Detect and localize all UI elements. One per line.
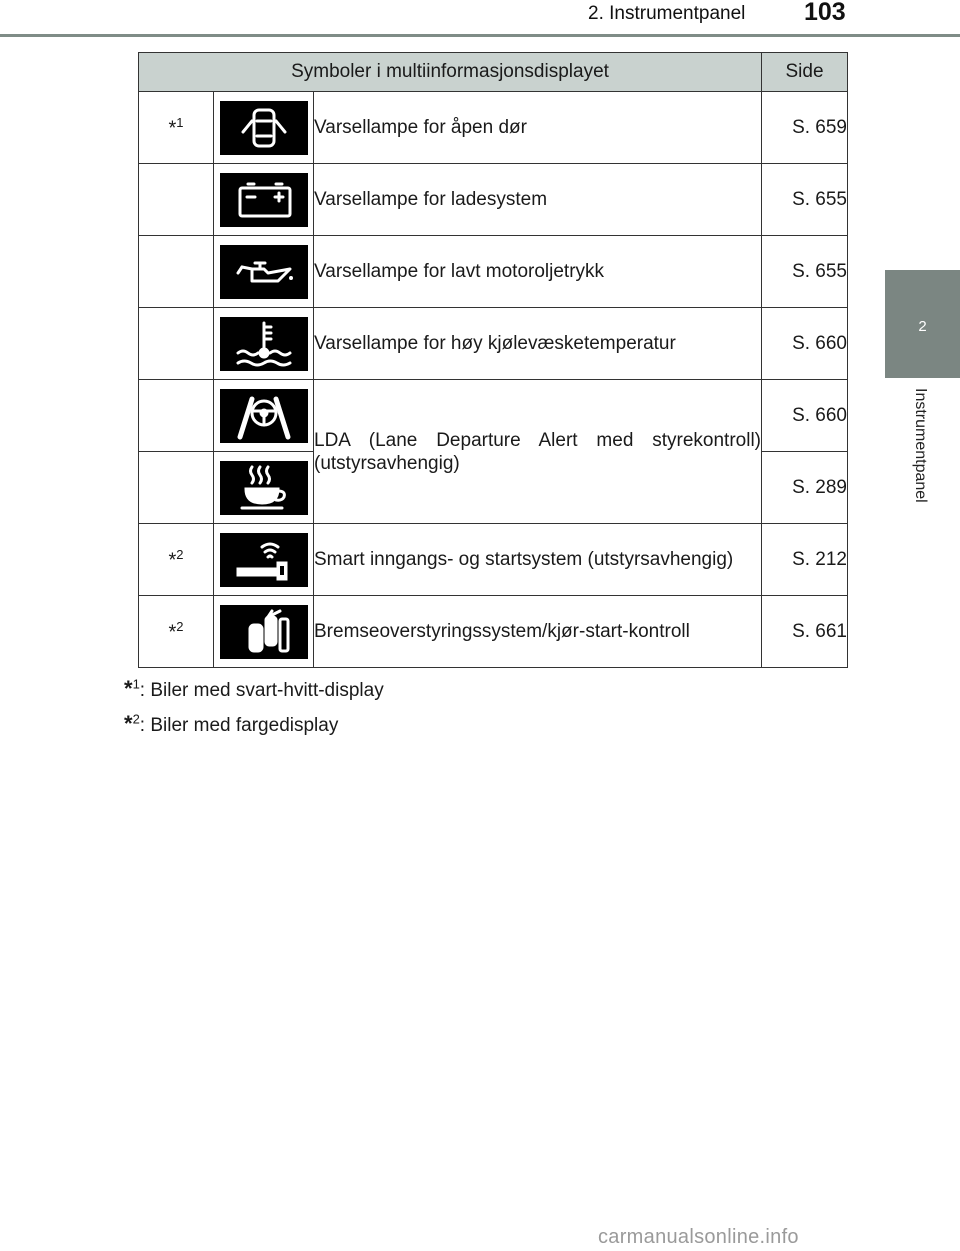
page-reference[interactable]: S. 660 <box>762 380 848 452</box>
section-title: 2. Instrumentpanel <box>588 3 746 24</box>
row-description: LDA (Lane Departure Alert med styrekontroll) (utstyrsavhengig) <box>314 380 762 524</box>
smart-key-icon <box>220 533 308 587</box>
page-reference[interactable]: S. 660 <box>762 308 848 380</box>
table-row <box>139 524 848 596</box>
row-description: Varsellampe for åpen dør <box>314 92 762 164</box>
page-reference[interactable]: S. 289 <box>762 452 848 524</box>
page-reference[interactable]: S. 655 <box>762 236 848 308</box>
row-description: Varsellampe for høy kjølevæsketemperatur <box>314 308 762 380</box>
footnote-ref <box>139 380 214 452</box>
page-reference[interactable]: S. 659 <box>762 92 848 164</box>
table-row <box>139 596 848 668</box>
table-row <box>139 308 848 380</box>
chapter-tab-label: Instrumentpanel <box>912 388 929 503</box>
chapter-tab-number: 2 <box>918 318 927 335</box>
door-open-icon <box>220 101 308 155</box>
page-number: 103 <box>804 0 846 26</box>
page-reference[interactable]: S. 661 <box>762 596 848 668</box>
page-reference[interactable]: S. 212 <box>762 524 848 596</box>
footnote-ref: *$^2$ <box>139 596 214 668</box>
row-description: Varsellampe for ladesystem <box>314 164 762 236</box>
footnote-ref: *$^2$ <box>139 524 214 596</box>
header-page: Side <box>762 53 848 92</box>
footnote-2: *$^2$: Biler med fargedisplay <box>124 711 339 736</box>
table-header-row <box>139 53 848 92</box>
footnote-ref <box>139 236 214 308</box>
row-description: Smart inngangs- og startsystem (utstyrsavhengig) <box>314 524 762 596</box>
table-row <box>139 380 848 452</box>
symbols-table <box>138 52 848 668</box>
page-reference[interactable]: S. 655 <box>762 164 848 236</box>
lane-departure-icon <box>220 389 308 443</box>
table-row <box>139 164 848 236</box>
footnote-1: *$^1$: Biler med svart-hvitt-display <box>124 676 384 701</box>
header-symbols: Symboler i multiinformasjonsdisplayet <box>139 53 762 92</box>
row-description: Varsellampe for lavt motoroljetrykk <box>314 236 762 308</box>
table-row <box>139 92 848 164</box>
oil-can-icon <box>220 245 308 299</box>
watermark: carmanualsonline.info <box>598 1226 799 1248</box>
table-row <box>139 236 848 308</box>
footnote-ref: *$^1$ <box>139 92 214 164</box>
coolant-temperature-icon <box>220 317 308 371</box>
footnote-ref <box>139 452 214 524</box>
brake-override-icon <box>220 605 308 659</box>
chapter-tab[interactable] <box>885 270 960 378</box>
row-description: Bremseoverstyringssystem/kjør-start-kontroll <box>314 596 762 668</box>
footnote-ref <box>139 308 214 380</box>
coffee-cup-icon <box>220 461 308 515</box>
footnote-ref <box>139 164 214 236</box>
header-rule <box>0 34 960 37</box>
battery-icon <box>220 173 308 227</box>
